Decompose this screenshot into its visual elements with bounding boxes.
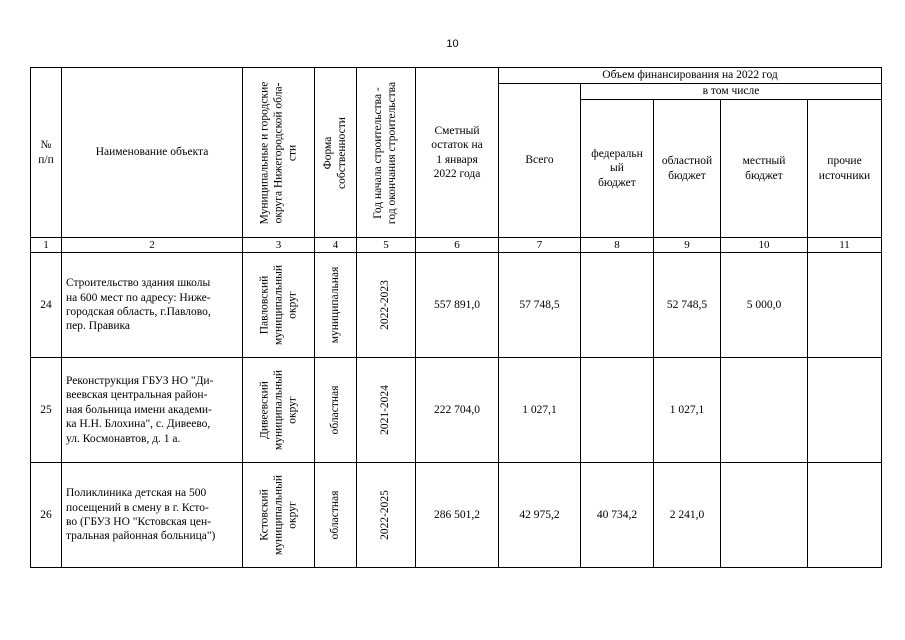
total-value: 57 748,5 <box>499 253 581 358</box>
header-financing-group: Объем финансирования на 2022 год <box>499 68 882 84</box>
col-num: 1 <box>31 238 62 253</box>
total-value: 42 975,2 <box>499 463 581 568</box>
col-num: 7 <box>499 238 581 253</box>
municipal-district: Дивеевский муниципальный округ <box>243 358 315 463</box>
municipal-district: Павловский муниципальный округ <box>243 253 315 358</box>
col-num: 9 <box>654 238 721 253</box>
other-value <box>808 358 882 463</box>
col-num: 11 <box>808 238 882 253</box>
table-row <box>31 253 882 358</box>
object-name: Строительство здания школы на 600 мест по адресу: Ниже- городская область, г.Павлово, пер. Правика <box>62 253 243 358</box>
local-value <box>721 358 808 463</box>
header-including: в том числе <box>581 84 882 100</box>
federal-value <box>581 253 654 358</box>
header-estimate: Сметный остаток на 1 января 2022 года <box>416 68 499 238</box>
estimate-value: 222 704,0 <box>416 358 499 463</box>
row-no: 25 <box>31 358 62 463</box>
local-value: 5 000,0 <box>721 253 808 358</box>
col-num: 8 <box>581 238 654 253</box>
other-value <box>808 253 882 358</box>
header-no: № п/п <box>31 68 62 238</box>
object-name: Реконструкция ГБУЗ НО "Ди- веевская центральная район- ная больница имени академи- ка Н.Н. Блохина", с. Дивеево, ул. Космонавтов, д. 1 а. <box>62 358 243 463</box>
page-number: 10 <box>446 38 459 50</box>
row-no: 24 <box>31 253 62 358</box>
federal-value: 40 734,2 <box>581 463 654 568</box>
municipal-district: Кстовский муниципальный округ <box>243 463 315 568</box>
construction-years: 2022-2023 <box>357 253 416 358</box>
financing-table <box>30 67 882 568</box>
other-value <box>808 463 882 568</box>
object-name: Поликлиника детская на 500 посещений в смену в г. Ксто- во (ГБУЗ НО "Кстовская цен- тральная районная больница") <box>62 463 243 568</box>
column-number-row <box>31 238 882 253</box>
ownership-form: областная <box>315 463 357 568</box>
ownership-form: муниципальная <box>315 253 357 358</box>
col-num: 4 <box>315 238 357 253</box>
header-other: прочие источники <box>808 100 882 238</box>
estimate-value: 557 891,0 <box>416 253 499 358</box>
header-regional: областной бюджет <box>654 100 721 238</box>
header-local: местный бюджет <box>721 100 808 238</box>
header-name: Наименование объекта <box>62 68 243 238</box>
row-no: 26 <box>31 463 62 568</box>
regional-value: 52 748,5 <box>654 253 721 358</box>
col-num: 10 <box>721 238 808 253</box>
header-federal: федеральн ый бюджет <box>581 100 654 238</box>
table-row <box>31 358 882 463</box>
col-num: 5 <box>357 238 416 253</box>
estimate-value: 286 501,2 <box>416 463 499 568</box>
table-row <box>31 463 882 568</box>
construction-years: 2022-2025 <box>357 463 416 568</box>
header-years: Год начала строительства - год окончания строительства <box>357 68 416 238</box>
regional-value: 2 241,0 <box>654 463 721 568</box>
col-num: 2 <box>62 238 243 253</box>
col-num: 6 <box>416 238 499 253</box>
construction-years: 2021-2024 <box>357 358 416 463</box>
federal-value <box>581 358 654 463</box>
header-ownership: Форма собственности <box>315 68 357 238</box>
local-value <box>721 463 808 568</box>
ownership-form: областная <box>315 358 357 463</box>
header-municipal: Муниципальные и городские округа Нижегородской обла- сти <box>243 68 315 238</box>
regional-value: 1 027,1 <box>654 358 721 463</box>
col-num: 3 <box>243 238 315 253</box>
header-total: Всего <box>499 84 581 238</box>
total-value: 1 027,1 <box>499 358 581 463</box>
